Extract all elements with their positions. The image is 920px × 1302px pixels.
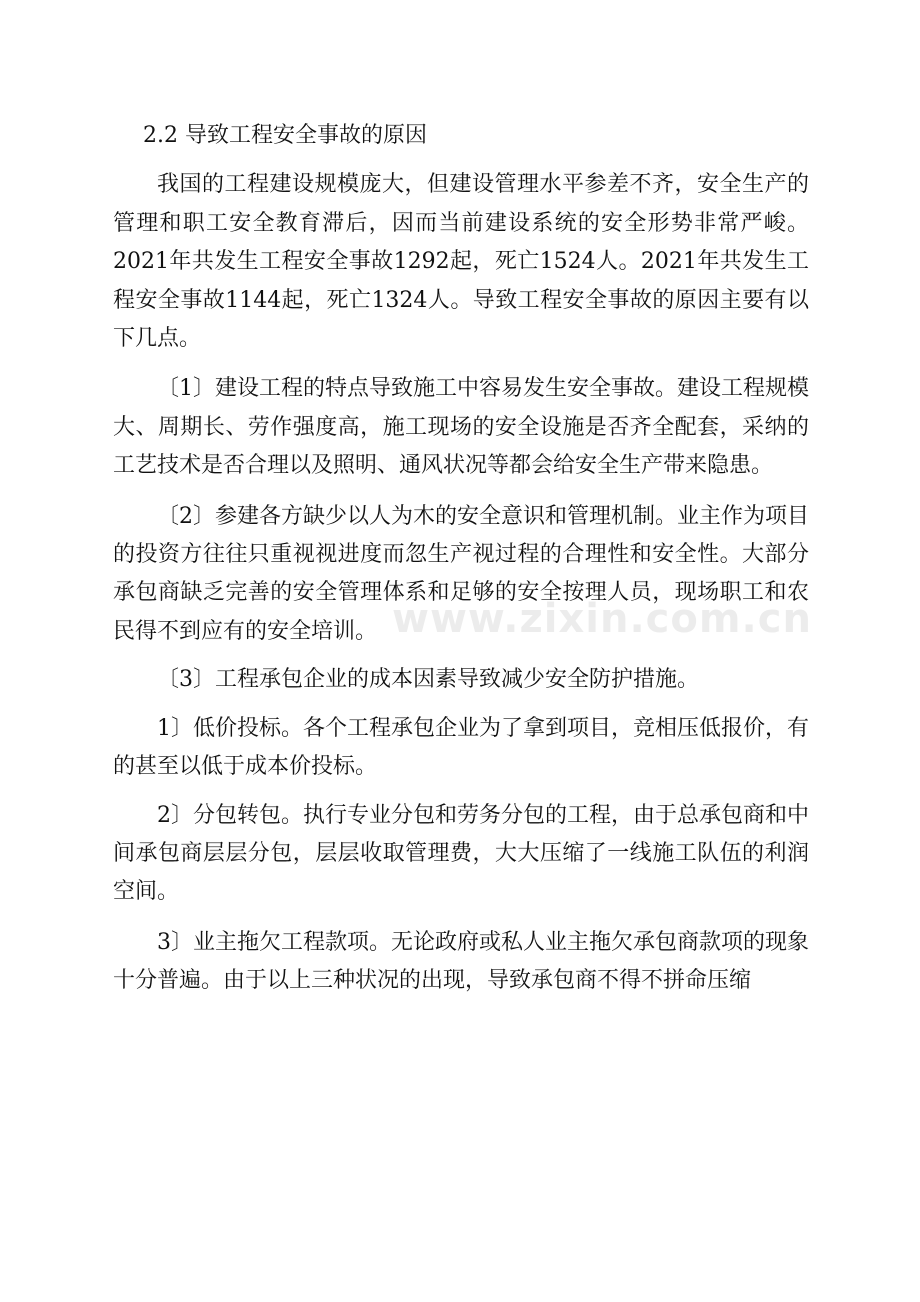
paragraph-cause-1: 〔1〕建设工程的特点导致施工中容易发生安全事故。建设工程规模大、周期长、劳作强度高，施工现场的安全设施是否齐全配套，采纳的工艺技术是否合理以及照明、通风状况等都会给安全生产带来隐患。 [113,376,809,479]
paragraph-item-2: 2〕分包转包。执行专业分包和劳务分包的工程，由于总承包商和中间承包商层层分包，层层收取管理费，大大压缩了一线施工队伍的利润空间。 [113,802,809,905]
document-body [113,117,809,1001]
paragraph-intro: 我国的工程建设规模庞大，但建设管理水平参差不齐，安全生产的管理和职工安全教育滞后，因而当前建设系统的安全形势非常严峻。2021年共发生工程安全事故1292起，死亡1524人。2021年共发生工程安全事故1144起，死亡1324人。导致工程安全事故的原因主要有以下几点。 [113,172,809,352]
paragraph-cause-3: 〔3〕工程承包企业的成本因素导致减少安全防护措施。 [157,667,699,693]
section-heading: 2.2 导致工程安全事故的原因 [143,123,427,148]
paragraph-item-3: 3〕业主拖欠工程款项。无论政府或私人业主拖欠承包商款项的现象十分普遍。由于以上三种状况的出现，导致承包商不得不拼命压缩 [113,929,809,994]
paragraph-item-1: 1〕低价投标。各个工程承包企业为了拿到项目，竞相压低报价，有的甚至以低于成本价投标。 [113,715,809,780]
watermark: www.zixin.com.cn [392,596,812,642]
paragraph-cause-2: 〔2〕参建各方缺少以人为木的安全意识和管理机制。业主作为项目的投资方往往只重视视进度而忽生产视过程的合理性和安全性。大部分承包商缺乏完善的安全管理体系和足够的安全按理人员，现场职工和农民得不到应有的安全培训。 [113,503,809,644]
